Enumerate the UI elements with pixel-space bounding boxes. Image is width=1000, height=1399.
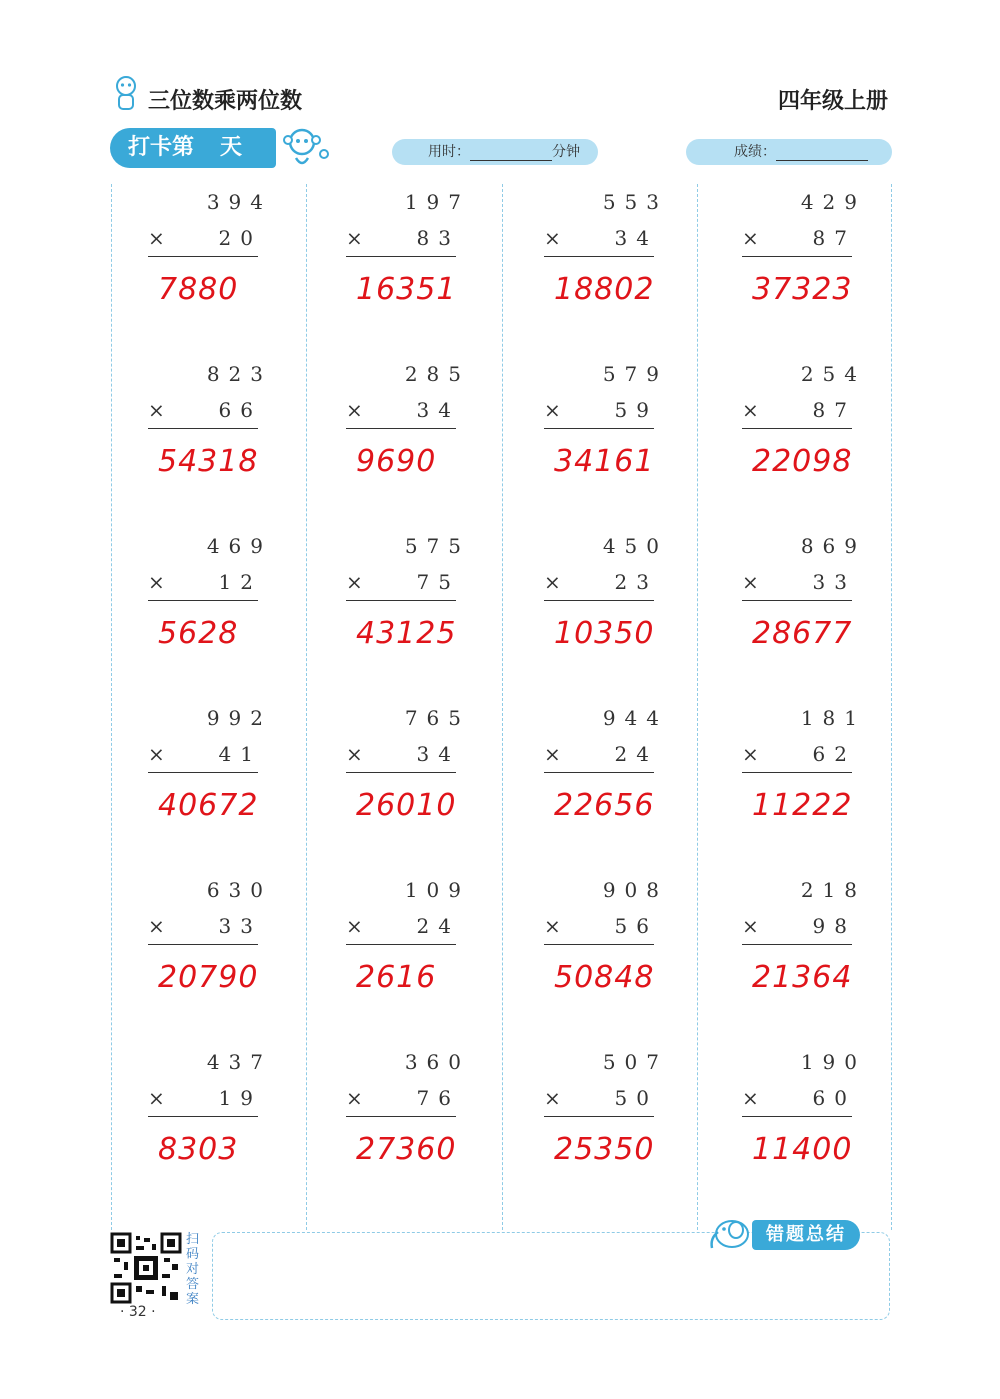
multiplicand: 507 xyxy=(602,1050,668,1074)
answer-line xyxy=(148,772,258,773)
handwritten-answer[interactable]: 54318 xyxy=(158,444,259,479)
answer-line xyxy=(742,428,852,429)
answer-line xyxy=(544,944,654,945)
multiplicand: 218 xyxy=(800,878,866,902)
times-sign: × xyxy=(346,570,363,594)
multiplier: 56 xyxy=(614,914,658,938)
time-used-field[interactable] xyxy=(392,139,598,165)
handwritten-answer[interactable]: 21364 xyxy=(752,960,853,995)
multiplier: 76 xyxy=(416,1086,460,1110)
answer-line xyxy=(148,1116,258,1117)
handwritten-answer[interactable]: 50848 xyxy=(554,960,655,995)
times-sign: × xyxy=(544,914,561,938)
handwritten-answer[interactable]: 26010 xyxy=(356,788,457,823)
handwritten-answer[interactable]: 28677 xyxy=(752,616,853,651)
multiplier: 66 xyxy=(218,398,262,422)
multiplicand: 869 xyxy=(800,534,866,558)
multiplication-problem xyxy=(544,362,694,522)
answer-line xyxy=(544,1116,654,1117)
times-sign: × xyxy=(148,914,165,938)
times-sign: × xyxy=(148,742,165,766)
handwritten-answer[interactable]: 11400 xyxy=(752,1132,853,1167)
multiplication-problem xyxy=(544,878,694,1038)
monkey-mascot-icon xyxy=(110,74,142,112)
column-divider xyxy=(502,184,503,1230)
time-label: 用时： xyxy=(428,144,470,160)
multiplier: 24 xyxy=(416,914,460,938)
multiplicand: 992 xyxy=(206,706,272,730)
handwritten-answer[interactable]: 2616 xyxy=(356,960,437,995)
times-sign: × xyxy=(148,570,165,594)
handwritten-answer[interactable]: 40672 xyxy=(158,788,259,823)
times-sign: × xyxy=(148,1086,165,1110)
answer-line xyxy=(346,600,456,601)
page-number: · 32 · xyxy=(120,1304,156,1320)
handwritten-answer[interactable]: 9690 xyxy=(356,444,437,479)
multiplication-problem xyxy=(544,706,694,866)
multiplier: 34 xyxy=(416,742,460,766)
answer-line xyxy=(346,428,456,429)
handwritten-answer[interactable]: 34161 xyxy=(554,444,655,479)
answer-line xyxy=(544,600,654,601)
multiplicand: 575 xyxy=(404,534,470,558)
answer-line xyxy=(742,256,852,257)
answer-line xyxy=(346,256,456,257)
multiplier: 87 xyxy=(812,398,856,422)
times-sign: × xyxy=(544,226,561,250)
answer-line xyxy=(742,600,852,601)
answer-line xyxy=(148,428,258,429)
column-divider xyxy=(306,184,307,1230)
multiplier: 33 xyxy=(218,914,262,938)
multiplier: 98 xyxy=(812,914,856,938)
answer-line xyxy=(148,944,258,945)
handwritten-answer[interactable]: 7880 xyxy=(158,272,239,307)
multiplier: 62 xyxy=(812,742,856,766)
handwritten-answer[interactable]: 5628 xyxy=(158,616,239,651)
multiplier: 75 xyxy=(416,570,460,594)
multiplier: 33 xyxy=(812,570,856,594)
multiplicand: 109 xyxy=(404,878,470,902)
handwritten-answer[interactable]: 22656 xyxy=(554,788,655,823)
handwritten-answer[interactable]: 20790 xyxy=(158,960,259,995)
multiplication-problem xyxy=(148,362,298,522)
multiplier: 87 xyxy=(812,226,856,250)
multiplication-problem xyxy=(742,878,892,1038)
handwritten-answer[interactable]: 37323 xyxy=(752,272,853,307)
qr-code[interactable] xyxy=(110,1232,182,1304)
multiplication-problem xyxy=(742,1050,892,1210)
elephant-mascot-icon xyxy=(706,1214,752,1252)
multiplicand: 630 xyxy=(206,878,272,902)
multiplicand: 553 xyxy=(602,190,668,214)
answer-line xyxy=(544,256,654,257)
multiplier: 41 xyxy=(218,742,262,766)
answer-line xyxy=(544,772,654,773)
multiplicand: 181 xyxy=(800,706,866,730)
multiplier: 50 xyxy=(614,1086,658,1110)
multiplier: 34 xyxy=(416,398,460,422)
time-blank[interactable] xyxy=(470,144,552,161)
multiplication-problem xyxy=(346,190,496,350)
multiplication-problem xyxy=(346,878,496,1038)
handwritten-answer[interactable]: 43125 xyxy=(356,616,457,651)
times-sign: × xyxy=(742,742,759,766)
multiplication-problem xyxy=(742,534,892,694)
handwritten-answer[interactable]: 22098 xyxy=(752,444,853,479)
checkin-day-banner xyxy=(110,128,276,168)
page-title: 三位数乘两位数 xyxy=(148,89,303,114)
multiplicand: 429 xyxy=(800,190,866,214)
multiplicand: 944 xyxy=(602,706,668,730)
handwritten-answer[interactable]: 18802 xyxy=(554,272,655,307)
multiplication-problem xyxy=(346,362,496,522)
mistake-summary-tag: 错题总结 xyxy=(752,1220,860,1250)
times-sign: × xyxy=(346,226,363,250)
multiplier: 23 xyxy=(614,570,658,594)
multiplication-problem xyxy=(346,534,496,694)
multiplicand: 394 xyxy=(206,190,272,214)
scan-answers-label: 扫码对答案 xyxy=(186,1232,200,1307)
times-sign: × xyxy=(742,914,759,938)
answer-line xyxy=(346,772,456,773)
multiplication-problem xyxy=(544,534,694,694)
column-divider xyxy=(111,184,112,1230)
times-sign: × xyxy=(544,742,561,766)
multiplicand: 450 xyxy=(602,534,668,558)
times-sign: × xyxy=(346,1086,363,1110)
times-sign: × xyxy=(544,398,561,422)
multiplication-problem xyxy=(148,534,298,694)
grade-label: 四年级上册 xyxy=(777,89,888,114)
multiplier: 59 xyxy=(614,398,658,422)
times-sign: × xyxy=(742,570,759,594)
multiplicand: 823 xyxy=(206,362,272,386)
times-sign: × xyxy=(148,398,165,422)
handwritten-answer[interactable]: 11222 xyxy=(752,788,853,823)
multiplicand: 579 xyxy=(602,362,668,386)
multiplicand: 908 xyxy=(602,878,668,902)
multiplication-problem xyxy=(148,190,298,350)
day-suffix: 天 xyxy=(220,135,243,160)
score-label: 成绩： xyxy=(734,144,776,160)
answer-line xyxy=(148,600,258,601)
multiplication-problem xyxy=(148,878,298,1038)
times-sign: × xyxy=(742,226,759,250)
handwritten-answer[interactable]: 8303 xyxy=(158,1132,239,1167)
monkey-mascot-icon xyxy=(280,124,332,172)
handwritten-answer[interactable]: 16351 xyxy=(356,272,457,307)
handwritten-answer[interactable]: 27360 xyxy=(356,1132,457,1167)
multiplication-problem xyxy=(148,1050,298,1210)
answer-line xyxy=(742,1116,852,1117)
answer-line xyxy=(346,1116,456,1117)
times-sign: × xyxy=(742,398,759,422)
multiplier: 19 xyxy=(218,1086,262,1110)
multiplicand: 197 xyxy=(404,190,470,214)
multiplication-problem xyxy=(346,706,496,866)
multiplicand: 190 xyxy=(800,1050,866,1074)
score-field[interactable] xyxy=(686,139,892,165)
multiplication-problem xyxy=(346,1050,496,1210)
handwritten-answer[interactable]: 25350 xyxy=(554,1132,655,1167)
multiplication-problem xyxy=(742,706,892,866)
multiplier: 34 xyxy=(614,226,658,250)
answer-line xyxy=(544,428,654,429)
multiplicand: 254 xyxy=(800,362,866,386)
times-sign: × xyxy=(148,226,165,250)
handwritten-answer[interactable]: 10350 xyxy=(554,616,655,651)
times-sign: × xyxy=(346,742,363,766)
multiplication-problem xyxy=(544,1050,694,1210)
multiplication-problem xyxy=(742,362,892,522)
multiplicand: 765 xyxy=(404,706,470,730)
times-sign: × xyxy=(742,1086,759,1110)
multiplier: 24 xyxy=(614,742,658,766)
time-unit: 分钟 xyxy=(552,144,580,160)
times-sign: × xyxy=(544,1086,561,1110)
multiplicand: 360 xyxy=(404,1050,470,1074)
answer-line xyxy=(148,256,258,257)
multiplier: 60 xyxy=(812,1086,856,1110)
column-divider xyxy=(697,184,698,1230)
multiplication-problem xyxy=(742,190,892,350)
times-sign: × xyxy=(346,914,363,938)
multiplier: 12 xyxy=(218,570,262,594)
multiplicand: 469 xyxy=(206,534,272,558)
score-blank[interactable] xyxy=(776,144,868,161)
answer-line xyxy=(742,772,852,773)
answer-line xyxy=(346,944,456,945)
times-sign: × xyxy=(544,570,561,594)
answer-line xyxy=(742,944,852,945)
multiplier: 20 xyxy=(218,226,262,250)
multiplicand: 285 xyxy=(404,362,470,386)
multiplicand: 437 xyxy=(206,1050,272,1074)
multiplication-problem xyxy=(544,190,694,350)
day-prefix: 打卡第 xyxy=(128,135,195,160)
multiplication-problem xyxy=(148,706,298,866)
multiplier: 83 xyxy=(416,226,460,250)
times-sign: × xyxy=(346,398,363,422)
